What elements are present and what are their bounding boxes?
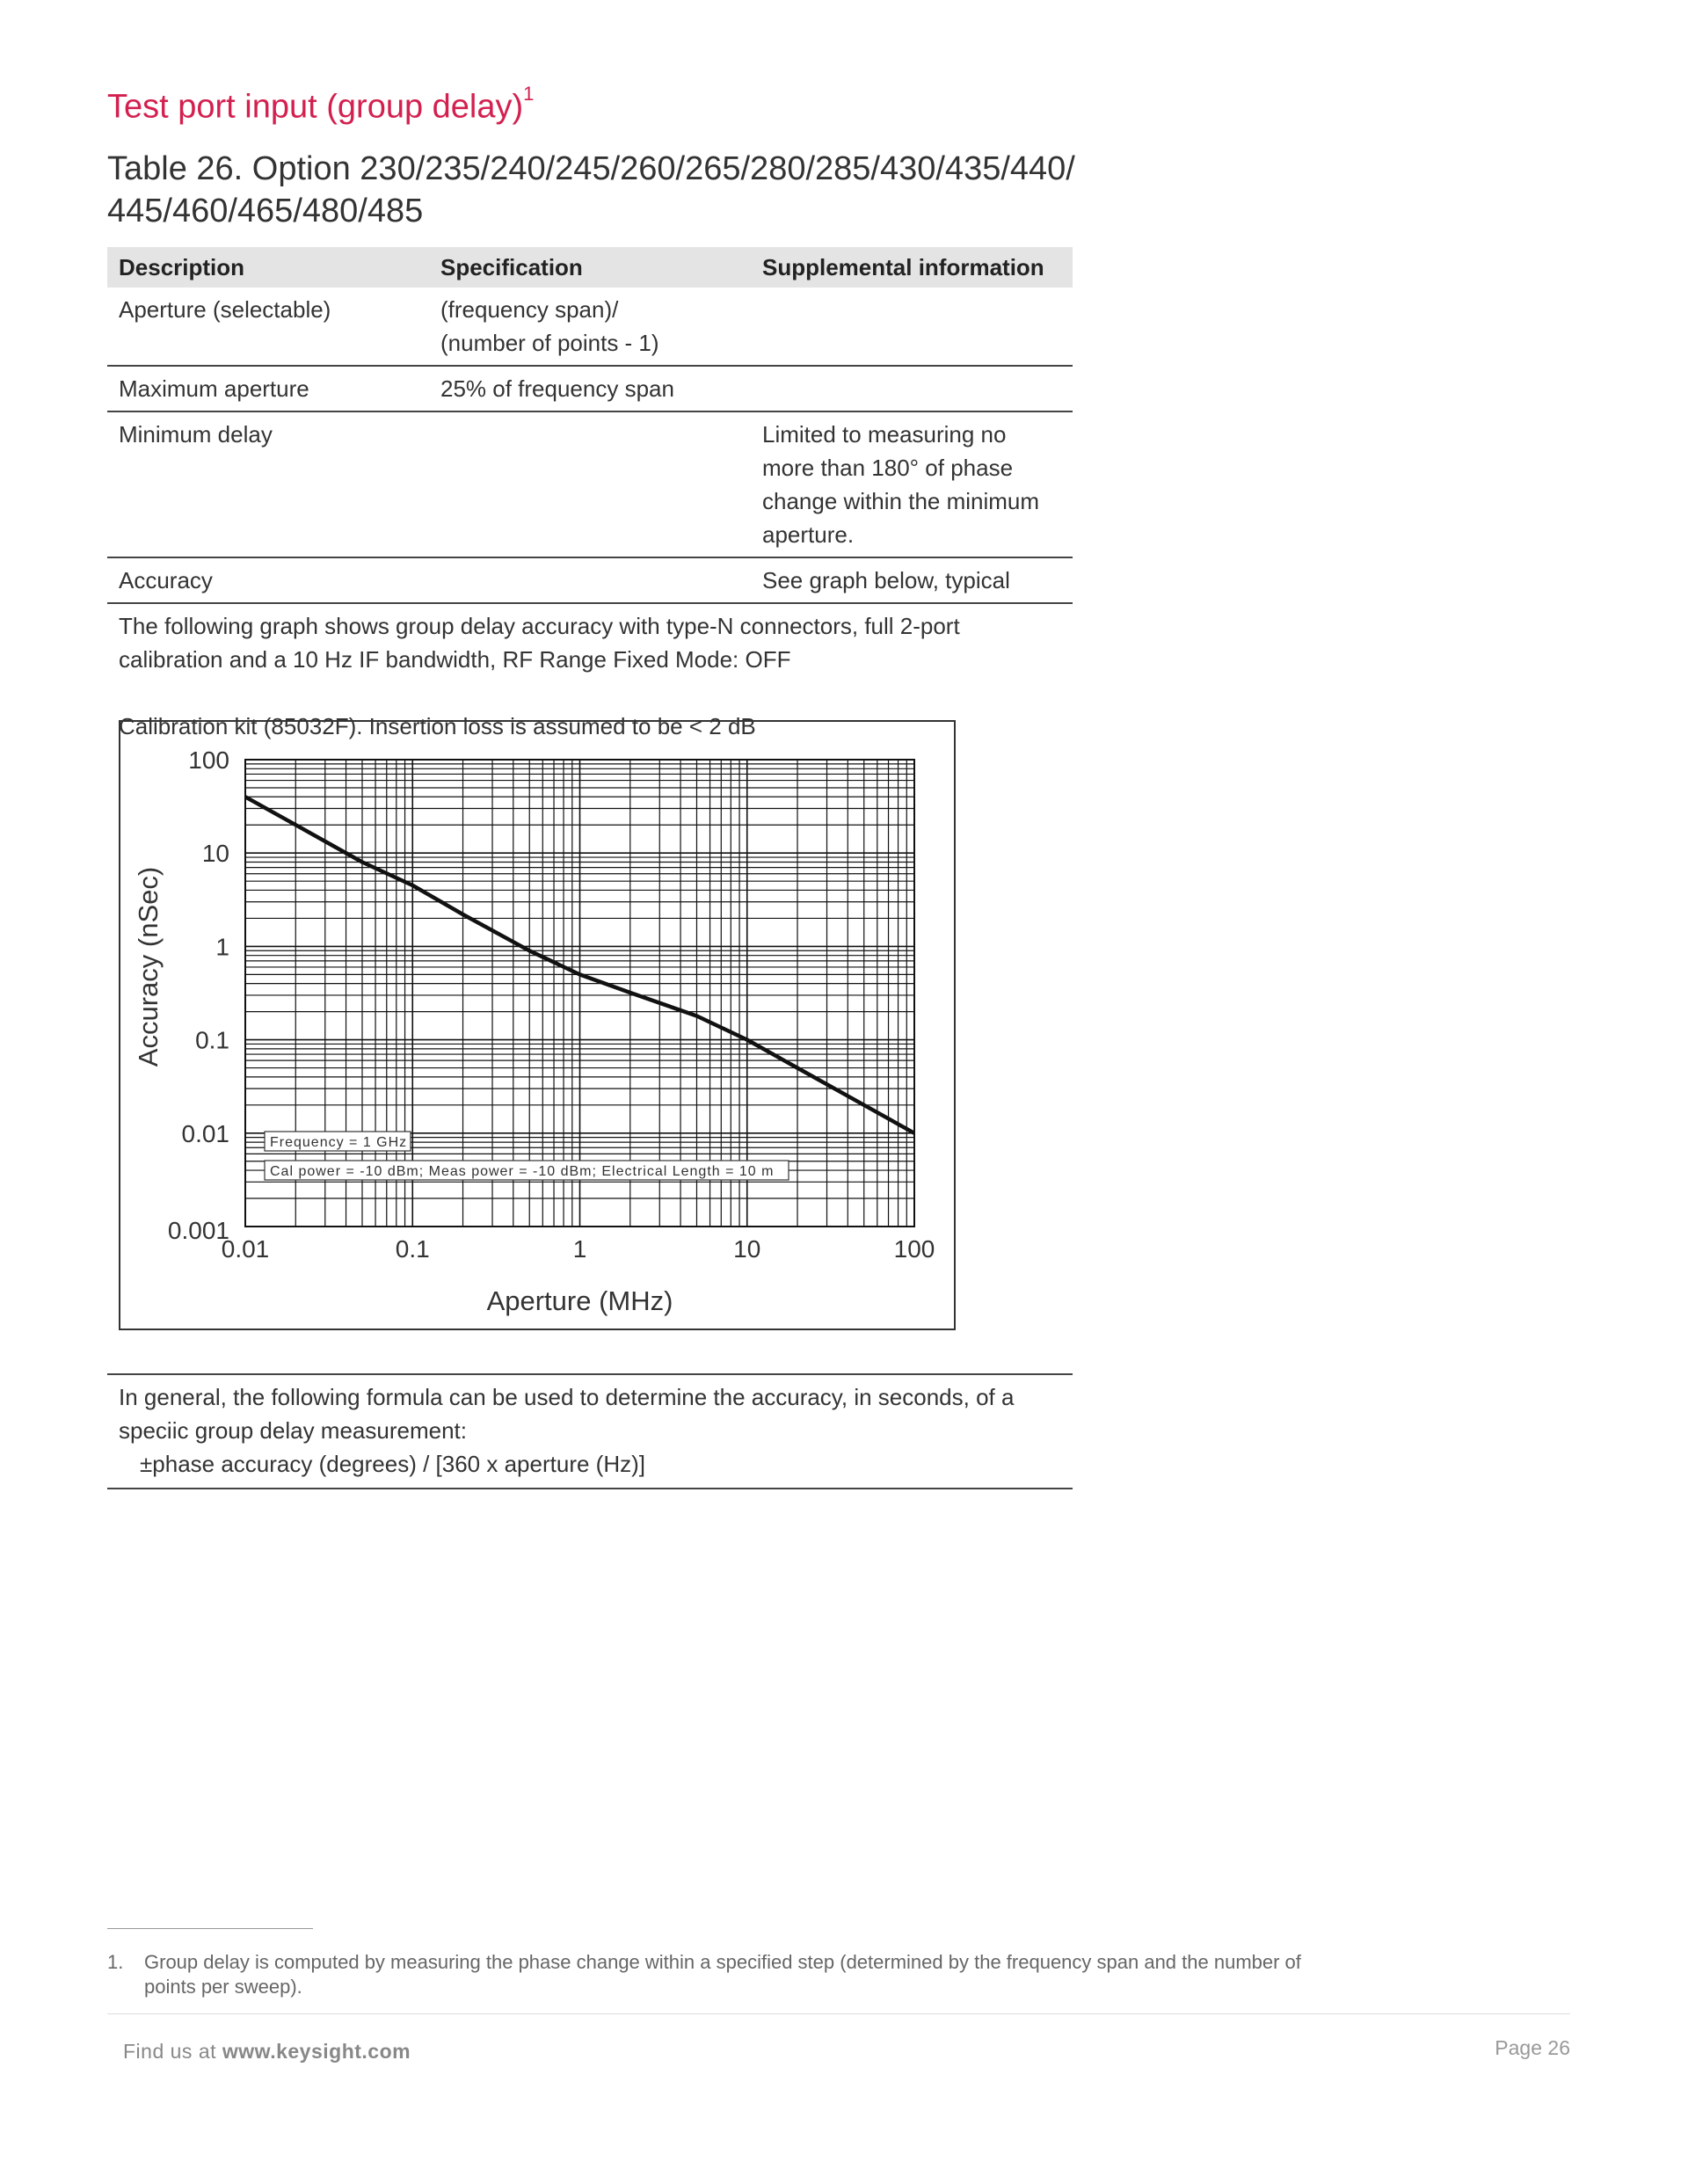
annotation-conditions: Cal power = -10 dBm; Meas power = -10 dBm; Electrical Length = 10 m — [270, 1164, 775, 1179]
y-tick-label: 10 — [201, 840, 229, 868]
table-row — [107, 412, 1073, 558]
y-tick-label: 0.1 — [195, 1026, 229, 1054]
footnote-text: Group delay is computed by measuring the phase change within a specified step (determined by the frequency span and the number of points per sweep). — [144, 1951, 1301, 1998]
row-description: Accuracy — [119, 567, 213, 593]
spec-table — [107, 247, 1073, 776]
footnote-divider — [107, 1928, 313, 1929]
row-description: Aperture (selectable) — [119, 296, 331, 323]
formula-text: In general, the following formula can be used to determine the accuracy, in seconds, of a speciic group delay measurement: — [119, 1384, 1015, 1444]
header-specification: Specification — [440, 253, 583, 280]
x-tick-label: 0.1 — [395, 1235, 430, 1263]
row-supplemental — [751, 293, 1073, 360]
header-description: Description — [119, 253, 245, 280]
note-line: The following graph shows group delay accuracy with type-N connectors, full 2-port calibration and a 10 Hz IF bandwidth, RF Range Fixed Mode: OFF — [119, 613, 960, 673]
header-supplemental: Supplemental information — [762, 253, 1044, 280]
page-number: Page 26 — [1495, 2036, 1570, 2059]
annotation-frequency: Frequency = 1 GHz — [270, 1135, 408, 1150]
section-title — [107, 83, 535, 127]
y-tick-label: 0.001 — [167, 1217, 229, 1244]
footnote-number: 1. — [107, 1951, 124, 1973]
y-axis-label: Accuracy (nSec) — [133, 866, 164, 1067]
table-row — [107, 288, 1073, 367]
row-specification — [429, 418, 751, 551]
y-tick-label: 100 — [188, 746, 229, 774]
x-tick-label: 1 — [572, 1235, 587, 1263]
row-specification — [429, 564, 751, 597]
row-specification: (frequency span)/ (number of points - 1) — [440, 296, 659, 356]
table-header-row — [107, 247, 1073, 288]
footnote-ref: 1 — [523, 83, 535, 105]
row-supplemental: Limited to measuring no more than 180° of phase change within the minimum aperture. — [762, 421, 1040, 548]
row-description: Maximum aperture — [119, 375, 309, 402]
row-specification: 25% of frequency span — [440, 375, 674, 402]
footer-find-us — [123, 2040, 411, 2064]
row-description: Minimum delay — [119, 421, 273, 448]
x-tick-label: 0.01 — [221, 1235, 270, 1263]
section-title-text: Test port input (group delay) — [107, 88, 524, 126]
footer-divider — [107, 2013, 1570, 2014]
formula-block — [107, 1373, 1073, 1489]
x-tick-label: 10 — [733, 1235, 761, 1263]
table-row — [107, 367, 1073, 412]
chart-svg — [120, 722, 954, 1329]
table-row — [107, 558, 1073, 604]
footnote — [107, 1950, 1338, 1999]
x-axis-label: Aperture (MHz) — [486, 1285, 673, 1316]
table-title: Table 26. Option 230/235/240/245/260/265/280/285/430/435/440/ 445/460/465/480/485 — [107, 150, 1075, 229]
group-delay-chart — [119, 720, 956, 1330]
x-tick-label: 100 — [893, 1235, 935, 1263]
note-line: Calibration kit (85032F). Insertion loss is assumed to be < 2 dB — [119, 713, 756, 739]
website-link[interactable]: www.keysight.com — [222, 2040, 411, 2063]
find-us-label: Find us at — [123, 2040, 216, 2063]
formula-expression: ±phase accuracy (degrees) / [360 x aperture (Hz)] — [140, 1451, 645, 1477]
y-tick-label: 1 — [215, 933, 229, 961]
row-supplemental: See graph below, typical — [762, 567, 1010, 593]
y-tick-label: 0.01 — [181, 1119, 229, 1147]
row-supplemental — [751, 372, 1073, 405]
